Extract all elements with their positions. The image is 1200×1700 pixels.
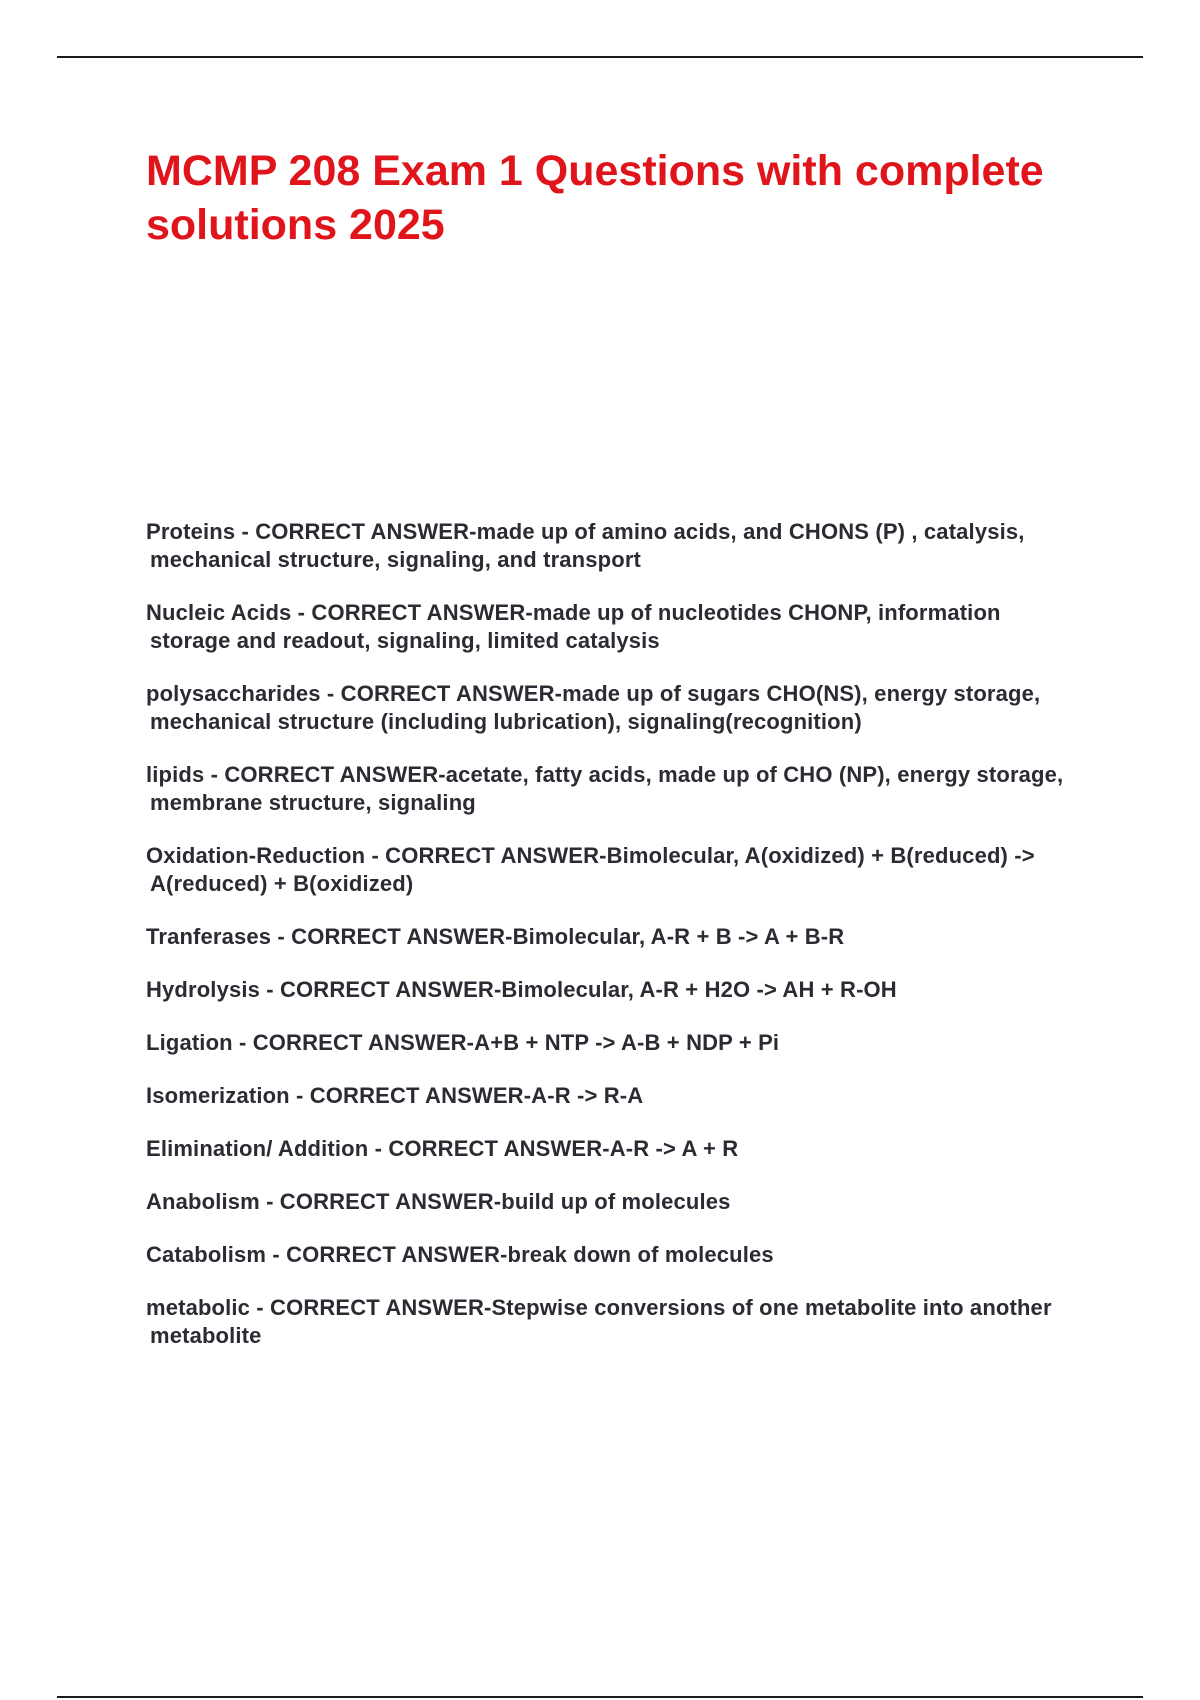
qa-entry-lipids: lipids - CORRECT ANSWER-acetate, fatty acids, made up of CHO (NP), energy storage, membrane structure, signaling [146,762,1064,815]
qa-entry-ligation: Ligation - CORRECT ANSWER-A+B + NTP -> A-B + NDP + Pi [146,1030,780,1055]
top-rule [57,56,1143,58]
qa-entry-tranferases: Tranferases - CORRECT ANSWER-Bimolecular, A-R + B -> A + B-R [146,924,845,949]
qa-list [146,518,1086,1375]
qa-entry-anabolism: Anabolism - CORRECT ANSWER-build up of molecules [146,1189,731,1214]
qa-entry-oxidation-reduction: Oxidation-Reduction - CORRECT ANSWER-Bimolecular, A(oxidized) + B(reduced) -> A(reduced) + B(oxidized) [146,843,1035,896]
qa-entry-nucleic-acids: Nucleic Acids - CORRECT ANSWER-made up of nucleotides CHONP, information storage and readout, signaling, limited catalysis [146,600,1001,653]
qa-entry-elimination-addition: Elimination/ Addition - CORRECT ANSWER-A-R -> A + R [146,1136,739,1161]
qa-entry-hydrolysis: Hydrolysis - CORRECT ANSWER-Bimolecular, A-R + H2O -> AH + R-OH [146,977,897,1002]
qa-entry-isomerization: Isomerization - CORRECT ANSWER-A-R -> R-A [146,1083,644,1108]
qa-entry-proteins: Proteins - CORRECT ANSWER-made up of amino acids, and CHONS (P) , catalysis, mechanical structure, signaling, and transport [146,519,1025,572]
qa-entry-polysaccharides: polysaccharides - CORRECT ANSWER-made up of sugars CHO(NS), energy storage, mechanical structure (including lubrication), signaling(recognition) [146,681,1041,734]
qa-entry-metabolic: metabolic - CORRECT ANSWER-Stepwise conversions of one metabolite into another metabolite [146,1295,1052,1348]
document-title: MCMP 208 Exam 1 Questions with complete solutions 2025 [146,147,1044,249]
bottom-rule [57,1696,1143,1698]
qa-entry-catabolism: Catabolism - CORRECT ANSWER-break down of molecules [146,1242,774,1267]
